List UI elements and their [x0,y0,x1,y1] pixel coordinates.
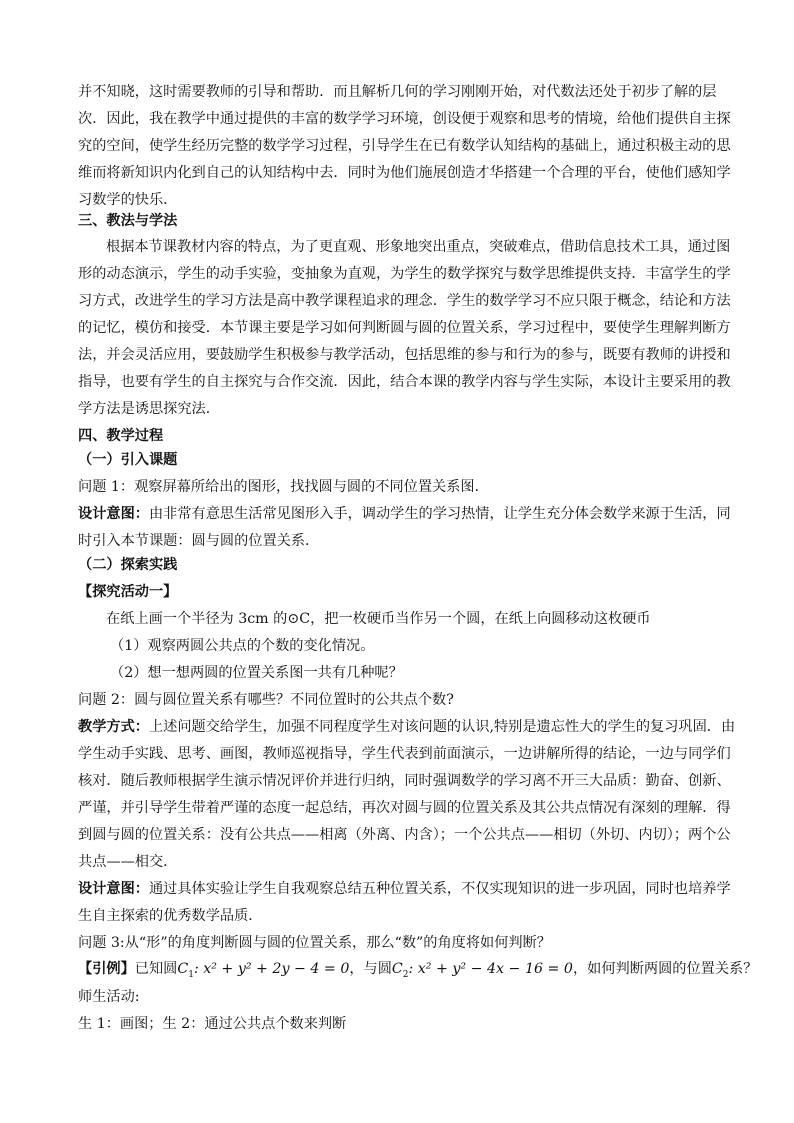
paragraph-line: 到圆与圆的位置关系：没有公共点——相离（外离、内含）；一个公共点——相切（外切、内切）；两个公 [78,827,731,843]
paragraph-line: 并不知晓，这时需要教师的引导和帮助．而且解析几何的学习刚刚开始，对代数法还处于初步了解的层 [78,84,717,100]
paragraph-line: 形的动态演示，学生的动手实验，变抽象为直观，为学生的数学探究与数学思维提供支持．丰富学生的学 [78,266,731,282]
paragraph-line: 次．因此，我在教学中通过提供的丰富的数学学习环境，创设便于观察和思考的情境，给他们提供自主探 [78,111,731,127]
activity-heading: 【探究活动一】 [78,584,178,600]
circle-c2: $C_2$ [391,961,409,980]
circle-c1: $C_1$ [177,961,194,980]
activity-label: 师生活动: [78,989,140,1005]
example-line: 【引例】已知圆$C_1$: x² + y² + 2y − 4 = 0，与圆$C_2$: x² + y² − 4x − 16 = 0，如何判断两圆的位置关系？ [78,961,758,980]
equation-1: : x² + y² + 2y − 4 = 0 [193,961,350,977]
example-label: 【引例】 [78,961,135,977]
question-line: 问题 1：观察屏幕所给出的图形，找找圆与圆的不同位置关系图． [78,479,489,495]
subsection-heading: （二）探索实践 [78,557,178,573]
paragraph-line: 的记忆，模仿和接受．本节课主要是学习如何判断圆与圆的位置关系，学习过程中，要使学生理解判断方 [78,320,731,336]
activity-text: 在纸上画一个半径为 3cm 的⊙C，把一枚硬币当作另一个圆，在纸上向圆移动这枚硬币 [106,611,651,627]
paragraph-line: 生自主探索的优秀数学品质． [78,908,263,924]
activity-item: （1）观察两圆公共点的个数的变化情况。 [110,638,375,654]
design-intent-line: 设计意图：通过具体实验让学生自我观察总结五种位置关系，不仅实现知识的进一步巩固，同时也培养学 [78,881,731,897]
question-line: 问题 3:从“形”的角度判断圆与圆的位置关系，那么“数”的角度将如何判断？ [78,935,551,951]
paragraph-line: 究的空间，使学生经历完整的数学学习过程，引导学生在已有数学认知结构的基础上，通过积极主动的思 [78,138,731,154]
subsection-heading: （一）引入课题 [78,452,178,468]
paragraph-line: 习数学的快乐． [78,192,178,208]
paragraph-line: 时引入本节课题：圆与圆的位置关系． [78,533,320,549]
design-intent-label: 设计意图： [78,506,149,522]
question-line: 问题 2：圆与圆位置关系有哪些？不同位置时的公共点个数? [78,692,454,708]
paragraph-line: 共点——相交． [78,854,178,870]
paragraph-line: 学生动手实践、思考、画图，教师巡视指导，学生代表到前面演示，一边讲解所得的结论，一边与同学们 [78,746,731,762]
teaching-method-line: 教学方式：上述问题交给学生，加强不同程度学生对该问题的认识,特别是遗忘性大的学生的复习巩固．由 [78,719,736,735]
design-intent-label: 设计意图： [78,881,149,897]
paragraph-line: 严谨，并引导学生带着严谨的态度一起总结，再次对圆与圆的位置关系及其公共点情况有深刻的理解．得 [78,800,731,816]
equation-2: : x² + y² − 4x − 16 = 0 [408,961,573,977]
activity-item: （2）想一想两圆的位置关系图一共有几种呢？ [110,665,403,681]
teaching-method-label: 教学方式： [78,719,149,735]
paragraph-line: 维而将新知识内化到自己的认知结构中去．同时为他们施展创造才华搭建一个合理的平台，使他们感知学 [78,165,731,181]
section-heading: 三、教法与学法 [78,213,178,229]
student-line: 生 1：画图；生 2：通过公共点个数来判断 [78,1016,347,1032]
design-intent-line: 设计意图：由非常有意思生活常见图形入手，调动学生的学习热情，让学生充分体会数学来源于生活，同 [78,506,731,522]
paragraph-line: 核对．随后教师根据学生演示情况评价并进行归纳，同时强调数学的学习离不开三大品质：勤奋、创新、 [78,773,731,789]
paragraph-line: 根据本节课教材内容的特点，为了更直观、形象地突出重点，突破难点，借助信息技术工具，通过图 [106,239,731,255]
paragraph-line: 法，并会灵活应用，要鼓励学生积极参与教学活动，包括思维的参与和行为的参与，既要有教师的讲授和 [78,347,731,363]
paragraph-line: 学方法是诱思探究法． [78,401,220,417]
paragraph-line: 指导，也要有学生的自主探究与合作交流．因此，结合本课的教学内容与学生实际，本设计主要采用的教 [78,374,731,390]
paragraph-line: 习方式，改进学生的学习方法是高中教学课程追求的理念．学生的数学学习不应只限于概念，结论和方法 [78,293,731,309]
section-heading: 四、教学过程 [78,428,164,444]
